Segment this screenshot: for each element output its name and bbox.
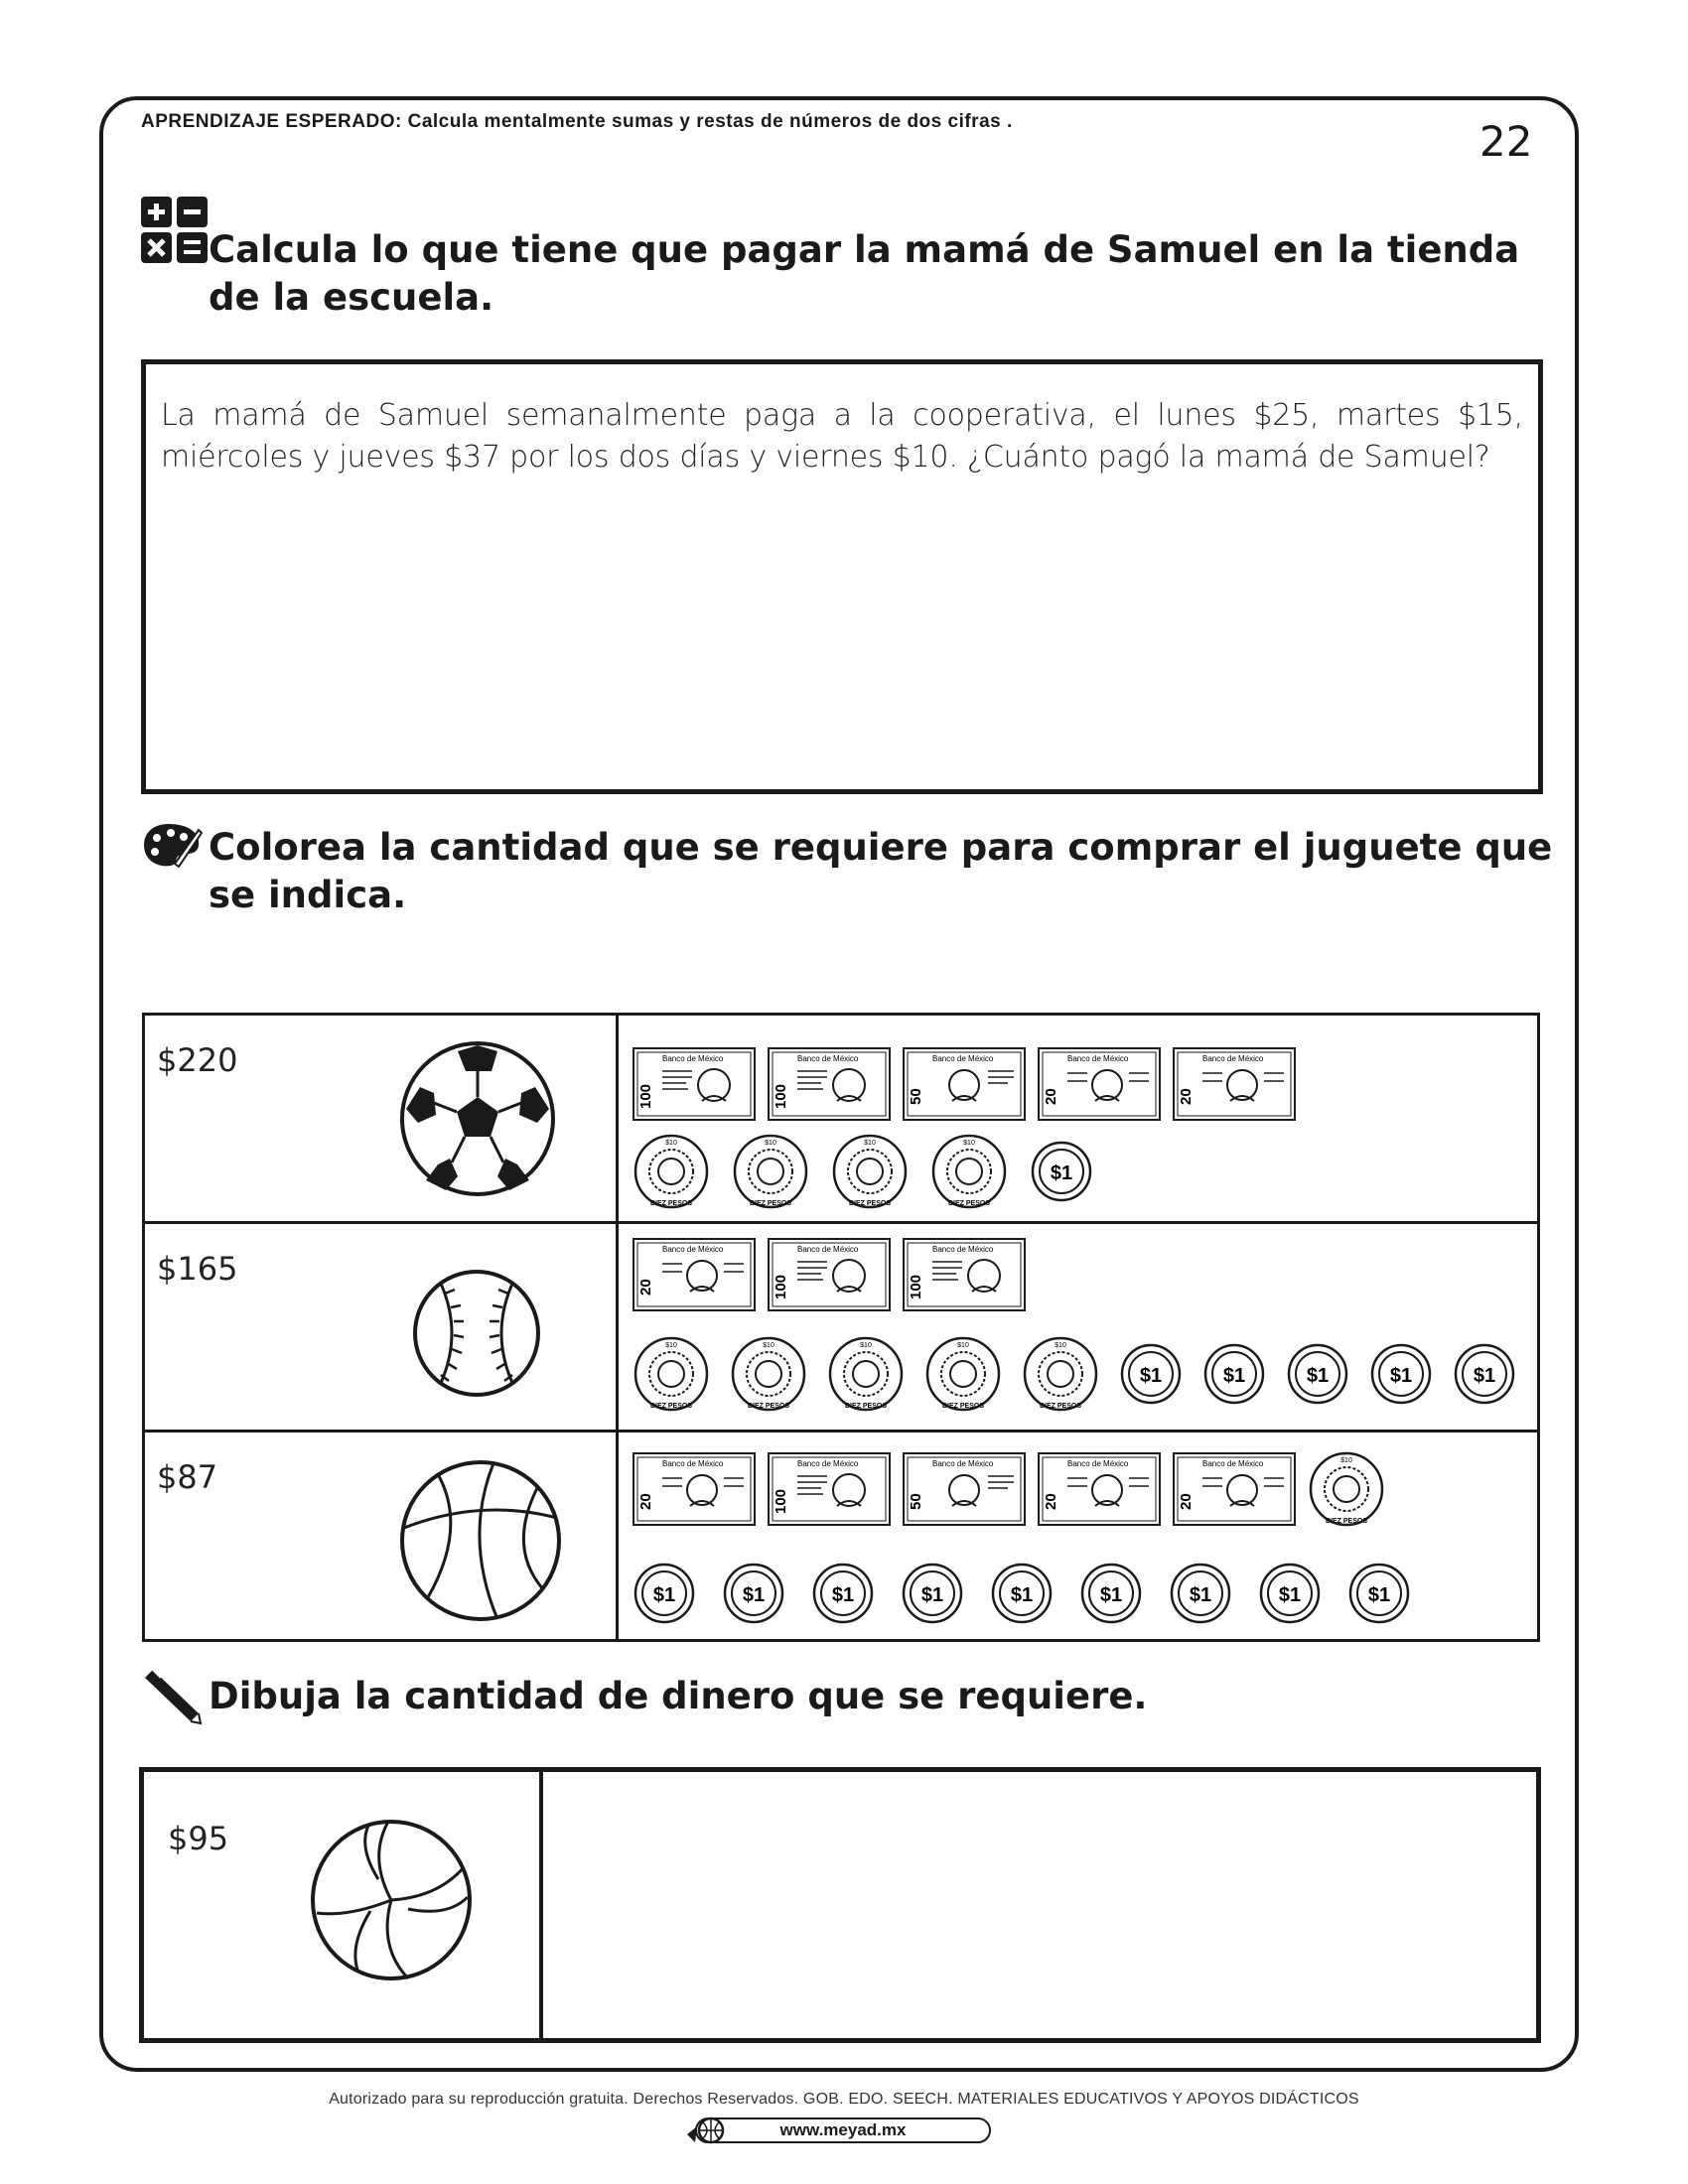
svg-text:Banco de México: Banco de México [662,1459,724,1468]
coin-10-icon[interactable] [827,1335,905,1413]
coin-1-icon[interactable] [990,1562,1054,1625]
math-operations-icon [141,197,209,264]
coin-1-icon[interactable] [1202,1342,1266,1406]
svg-text:Banco de México: Banco de México [1067,1459,1129,1468]
svg-text:$1: $1 [920,1584,944,1606]
coin-1-icon[interactable] [901,1562,964,1625]
svg-text:DIEZ PESOS: DIEZ PESOS [649,1200,693,1207]
section2-instruction: Colorea la cantidad que se requiere para comprar el juguete que se indica. [209,826,1553,916]
coin-10-icon[interactable] [732,1133,809,1210]
coins-line [633,1562,1411,1625]
drawing-area[interactable] [543,1772,1536,2038]
svg-text:20: 20 [637,1279,654,1296]
coin-1-icon[interactable] [1258,1562,1322,1625]
footer-url-link[interactable]: www.meyad.mx [695,2117,991,2143]
svg-text:$1: $1 [1099,1584,1123,1606]
coin-1-icon[interactable] [1169,1562,1232,1625]
paint-palette-icon [139,820,203,872]
svg-text:$1: $1 [1367,1584,1391,1606]
bills-line [633,1047,1296,1121]
bill-20-icon[interactable] [1038,1452,1161,1526]
price-label: $165 [157,1250,238,1288]
svg-text:$1: $1 [1189,1584,1212,1606]
bill-100-icon[interactable] [633,1047,756,1121]
coin-1-icon[interactable] [722,1562,785,1625]
svg-text:$1: $1 [1473,1365,1496,1387]
svg-text:$1: $1 [1010,1584,1034,1606]
section1-instruction: Calcula lo que tiene que pagar la mamá de Samuel en la tienda de la escuela. [209,228,1520,319]
table-row [145,1224,1537,1433]
svg-text:$10: $10 [1340,1457,1352,1464]
bill-100-icon[interactable] [768,1238,891,1311]
bills-line [633,1450,1385,1528]
problem-text: La mamá de Samuel semanalmente paga a la cooperativa, el lunes $25, martes $15, miércoles y jueves $37 por los dos días y viernes $10. ¿Cuánto pagó la mamá de Samuel? [161,398,1523,475]
svg-text:$10: $10 [963,1140,975,1147]
svg-text:DIEZ PESOS: DIEZ PESOS [947,1200,991,1207]
svg-text:DIEZ PESOS: DIEZ PESOS [941,1403,985,1410]
coin-10-icon[interactable] [930,1133,1008,1210]
svg-text:Banco de México: Banco de México [1067,1054,1129,1063]
bill-50-icon[interactable] [903,1452,1026,1526]
svg-text:$10: $10 [763,1342,774,1349]
coin-10-icon[interactable] [831,1133,909,1210]
svg-text:$1: $1 [652,1584,676,1606]
table-row [145,1433,1537,1639]
svg-text:20: 20 [1178,1493,1195,1510]
coins-line [633,1335,1516,1413]
money-table [142,1013,1540,1642]
svg-text:100: 100 [637,1083,654,1109]
svg-text:DIEZ PESOS: DIEZ PESOS [649,1403,693,1410]
volleyball-icon[interactable] [309,1818,474,1982]
svg-text:$1: $1 [1389,1365,1413,1387]
svg-text:$1: $1 [1222,1365,1246,1387]
coin-1-icon[interactable] [1030,1140,1093,1203]
coin-1-icon[interactable] [633,1562,696,1625]
svg-text:$1: $1 [1139,1365,1163,1387]
svg-text:$10: $10 [957,1342,969,1349]
bill-100-icon[interactable] [903,1238,1026,1311]
section3-instruction: Dibuja la cantidad de dinero que se requiere. [209,1675,1148,1717]
coins-line [633,1133,1093,1210]
learning-goal: APRENDIZAJE ESPERADO: Calcula mentalmente sumas y restas de números de dos cifras . [141,111,1013,132]
svg-text:DIEZ PESOS: DIEZ PESOS [1325,1518,1368,1525]
svg-text:DIEZ PESOS: DIEZ PESOS [1039,1403,1082,1410]
pencil-icon [139,1668,203,1725]
bill-20-icon[interactable] [1038,1047,1161,1121]
page-number: 22 [1479,117,1533,166]
svg-text:$1: $1 [742,1584,766,1606]
svg-text:100: 100 [773,1488,789,1514]
svg-text:100: 100 [908,1274,924,1299]
svg-text:$10: $10 [665,1342,677,1349]
svg-text:100: 100 [773,1274,789,1299]
svg-text:$10: $10 [860,1342,872,1349]
svg-text:20: 20 [1043,1493,1059,1510]
svg-text:$10: $10 [1055,1342,1066,1349]
svg-text:50: 50 [908,1493,924,1510]
svg-text:20: 20 [637,1493,654,1510]
coin-1-icon[interactable] [811,1562,875,1625]
svg-text:$1: $1 [1050,1162,1073,1184]
coin-10-icon[interactable] [1022,1335,1099,1413]
svg-text:Banco de México: Banco de México [797,1245,859,1254]
coin-1-icon[interactable] [1453,1342,1516,1406]
svg-text:Banco de México: Banco de México [932,1054,994,1063]
svg-text:$1: $1 [831,1584,855,1606]
svg-text:Banco de México: Banco de México [797,1054,859,1063]
svg-text:Banco de México: Banco de México [1202,1054,1264,1063]
draw-box [139,1767,1541,2043]
coin-10-icon[interactable] [924,1335,1002,1413]
svg-text:Banco de México: Banco de México [932,1245,994,1254]
price-label: $87 [157,1458,218,1496]
bill-100-icon[interactable] [768,1452,891,1526]
coin-1-icon[interactable] [1347,1562,1411,1625]
bill-20-icon[interactable] [1173,1452,1296,1526]
svg-text:100: 100 [773,1083,789,1109]
svg-text:DIEZ PESOS: DIEZ PESOS [844,1403,888,1410]
svg-text:20: 20 [1178,1088,1195,1105]
baseball-icon[interactable] [411,1268,542,1399]
coin-10-icon[interactable] [730,1335,807,1413]
bill-20-icon[interactable] [1173,1047,1296,1121]
svg-text:Banco de México: Banco de México [1202,1459,1264,1468]
svg-text:$10: $10 [665,1140,677,1147]
price-label: $95 [168,1820,229,1857]
coin-1-icon[interactable] [1286,1342,1349,1406]
svg-text:$1: $1 [1306,1365,1330,1387]
svg-text:DIEZ PESOS: DIEZ PESOS [848,1200,892,1207]
footer-text: Autorizado para su reproducción gratuita. Derechos Reservados. GOB. EDO. SEECH. MATERIALES EDUCATIVOS Y APOYOS DIDÁCTICOS [329,2091,1359,2108]
svg-text:$10: $10 [864,1140,876,1147]
coin-1-icon[interactable] [1119,1342,1183,1406]
bill-100-icon[interactable] [768,1047,891,1121]
svg-text:Banco de México: Banco de México [797,1459,859,1468]
coin-10-icon[interactable] [633,1335,710,1413]
bills-line [633,1238,1026,1311]
svg-text:$1: $1 [1278,1584,1302,1606]
coin-10-icon[interactable] [633,1133,710,1210]
svg-text:50: 50 [908,1088,924,1105]
svg-text:DIEZ PESOS: DIEZ PESOS [749,1200,792,1207]
table-row [145,1016,1537,1224]
basketball-icon[interactable] [398,1458,563,1623]
bill-20-icon[interactable] [633,1238,756,1311]
svg-text:Banco de México: Banco de México [932,1459,994,1468]
coin-10-icon[interactable] [1308,1450,1385,1528]
price-label: $220 [157,1041,238,1079]
svg-text:$10: $10 [765,1140,776,1147]
bill-50-icon[interactable] [903,1047,1026,1121]
coin-1-icon[interactable] [1369,1342,1433,1406]
bill-20-icon[interactable] [633,1452,756,1526]
svg-text:20: 20 [1043,1088,1059,1105]
svg-text:DIEZ PESOS: DIEZ PESOS [747,1403,790,1410]
svg-text:Banco de México: Banco de México [662,1245,724,1254]
coin-1-icon[interactable] [1079,1562,1143,1625]
soccer-ball-icon[interactable] [398,1039,557,1198]
svg-text:Banco de México: Banco de México [662,1054,724,1063]
